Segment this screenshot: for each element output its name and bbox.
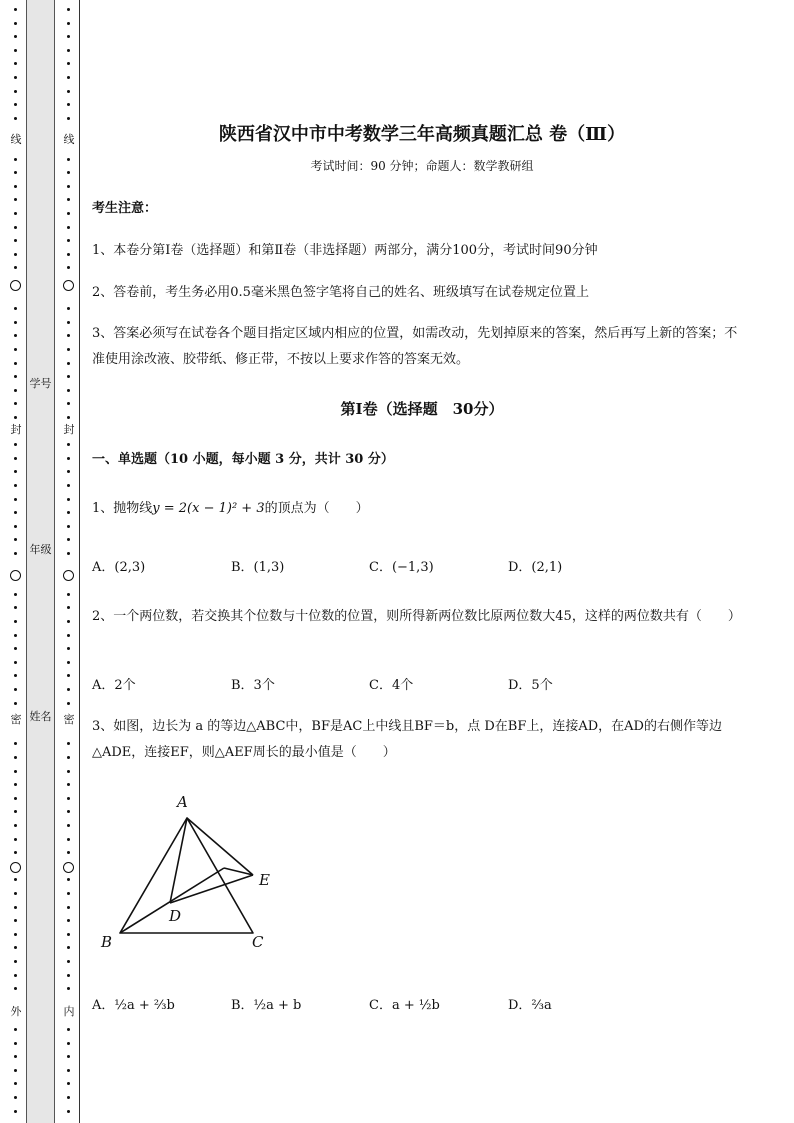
dot	[67, 266, 70, 269]
dot	[67, 797, 70, 800]
dot	[14, 321, 17, 324]
dot	[14, 620, 17, 623]
circle-mark	[10, 280, 21, 291]
dot	[67, 402, 70, 405]
dot	[14, 702, 17, 705]
notice-item: 1、本卷分第Ⅰ卷（选择题）和第Ⅱ卷（非选择题）两部分，满分100分，考试时间90分钟	[92, 243, 598, 258]
dot	[14, 634, 17, 637]
dot	[67, 606, 70, 609]
circle-mark	[63, 862, 74, 873]
dot	[14, 1110, 17, 1113]
q3-option-b[interactable]: B．½a + b	[231, 998, 302, 1013]
q2-option-c[interactable]: C．4个	[369, 678, 414, 693]
dot	[14, 90, 17, 93]
dot	[14, 756, 17, 759]
dot	[67, 1055, 70, 1058]
dot	[67, 158, 70, 161]
outer-mark: 封	[8, 424, 24, 436]
section-title: 第Ⅰ卷（选择题 30分）	[340, 400, 504, 418]
dot	[14, 8, 17, 11]
dot	[14, 797, 17, 800]
dot	[14, 810, 17, 813]
dot	[67, 742, 70, 745]
dot	[67, 674, 70, 677]
dot	[14, 22, 17, 25]
inner-mark: 封	[61, 424, 77, 436]
dot	[67, 919, 70, 922]
dot	[14, 933, 17, 936]
dot	[14, 226, 17, 229]
dot	[67, 647, 70, 650]
dot	[67, 960, 70, 963]
dot	[67, 810, 70, 813]
outer-mark: 密	[8, 714, 24, 726]
dot	[67, 661, 70, 664]
dot	[67, 22, 70, 25]
binding-strip	[26, 0, 55, 1123]
dot	[14, 674, 17, 677]
dot	[14, 49, 17, 52]
dot	[67, 878, 70, 881]
dot	[67, 226, 70, 229]
dot	[14, 484, 17, 487]
dot	[67, 946, 70, 949]
dot	[14, 552, 17, 555]
inner-dotted-line	[61, 0, 77, 1123]
dot	[14, 770, 17, 773]
dot	[14, 416, 17, 419]
dot	[67, 783, 70, 786]
dot	[14, 362, 17, 365]
question-1-prefix: 1、抛物线	[92, 501, 153, 516]
dot	[67, 35, 70, 38]
dot	[14, 1069, 17, 1072]
dot	[67, 171, 70, 174]
dot	[67, 416, 70, 419]
dot	[67, 1110, 70, 1113]
dot	[14, 470, 17, 473]
dot	[14, 742, 17, 745]
dot	[14, 239, 17, 242]
dot	[14, 960, 17, 963]
circle-mark	[63, 280, 74, 291]
dot	[67, 851, 70, 854]
dot	[67, 552, 70, 555]
dot	[14, 389, 17, 392]
outer-dotted-line	[8, 0, 24, 1123]
dot	[67, 634, 70, 637]
question-1-stem	[92, 496, 744, 522]
dot	[67, 484, 70, 487]
q3-option-c[interactable]: C．a + ½b	[369, 998, 440, 1013]
dot	[14, 1082, 17, 1085]
dot	[14, 606, 17, 609]
inner-mark: 内	[61, 1006, 77, 1018]
circle-mark	[63, 570, 74, 581]
q1-option-d[interactable]: D．(2,1)	[508, 560, 563, 575]
dot	[14, 253, 17, 256]
dot	[67, 1096, 70, 1099]
dot	[14, 443, 17, 446]
dot	[67, 498, 70, 501]
dot	[14, 266, 17, 269]
notice-item: 3、答案必须写在试卷各个题目指定区域内相应的位置，如需改动，先划掉原来的答案，然后再写上新的答案；不准使用涂改液、胶带纸、修正带，不按以上要求作答的答案无效。	[92, 326, 738, 367]
dot	[14, 783, 17, 786]
dot	[67, 362, 70, 365]
margin-rule	[79, 0, 80, 1123]
part-heading: 一、单选题（10 小题，每小题 3 分，共计 30 分）	[92, 452, 394, 467]
dot	[67, 1069, 70, 1072]
dot	[14, 538, 17, 541]
dot	[67, 239, 70, 242]
dot	[14, 1028, 17, 1031]
dot	[14, 688, 17, 691]
dot	[67, 321, 70, 324]
dot	[14, 661, 17, 664]
dot	[67, 620, 70, 623]
dot	[14, 647, 17, 650]
dot	[67, 892, 70, 895]
dot	[14, 974, 17, 977]
dot	[67, 49, 70, 52]
q1-option-b[interactable]: B．(1,3)	[231, 560, 285, 575]
q2-option-d[interactable]: D．5个	[508, 678, 553, 693]
name-label: 姓名	[29, 710, 52, 723]
dot	[67, 688, 70, 691]
notice-heading: 考生注意：	[92, 201, 158, 216]
dot	[14, 62, 17, 65]
q2-option-b[interactable]: B．3个	[231, 678, 275, 693]
label-c: C	[252, 933, 264, 951]
label-e: E	[259, 871, 270, 889]
dot	[67, 307, 70, 310]
dot	[67, 770, 70, 773]
dot	[14, 878, 17, 881]
q3-option-d[interactable]: D．⅔a	[508, 998, 552, 1013]
dot	[67, 443, 70, 446]
dot	[14, 158, 17, 161]
question-2-stem: 2、一个两位数，若交换其个位数与十位数的位置，则所得新两位数比原两位数大45，这样的两位数共有（ ）	[92, 609, 741, 624]
dot	[14, 525, 17, 528]
label-d: D	[169, 907, 182, 925]
dot	[67, 838, 70, 841]
dot	[14, 824, 17, 827]
dot	[67, 593, 70, 596]
question-1-suffix: 的顶点为（ ）	[264, 501, 369, 516]
dot	[67, 538, 70, 541]
label-b: B	[101, 933, 113, 951]
dot	[67, 511, 70, 514]
dot	[14, 334, 17, 337]
dot	[14, 1096, 17, 1099]
question-3-stem: 3、如图，边长为 a 的等边△ABC中，BF是AC上中线且BF＝b，点 D在BF上，连接AD，在AD的右侧作等边△ADE，连接EF，则△AEF周长的最小值是（ ）	[92, 719, 722, 760]
dot	[67, 212, 70, 215]
dot	[67, 1082, 70, 1085]
q1-option-a[interactable]: A．(2,3)	[92, 560, 146, 575]
dot	[14, 171, 17, 174]
dot	[14, 117, 17, 120]
triangle-figure	[92, 785, 292, 955]
dot	[14, 198, 17, 201]
dot	[67, 933, 70, 936]
page-title: 陕西省汉中市中考数学三年高频真题汇总 卷（Ⅲ）	[218, 124, 626, 145]
dot	[14, 987, 17, 990]
dot	[14, 185, 17, 188]
dot	[67, 8, 70, 11]
q2-option-a[interactable]: A．2个	[92, 678, 136, 693]
dot	[67, 62, 70, 65]
student-id-label: 学号	[29, 377, 52, 390]
dot	[67, 185, 70, 188]
q1-option-c[interactable]: C．(−1,3)	[369, 560, 434, 575]
dot	[14, 457, 17, 460]
dot	[67, 702, 70, 705]
notice-item: 2、答卷前，考生务必用0.5毫米黑色签字笔将自己的姓名、班级填写在试卷规定位置上	[92, 285, 589, 300]
dot	[14, 1055, 17, 1058]
dot	[14, 919, 17, 922]
dot	[67, 470, 70, 473]
dot	[67, 457, 70, 460]
dot	[14, 946, 17, 949]
inner-mark: 密	[61, 714, 77, 726]
dot	[67, 198, 70, 201]
dot	[67, 824, 70, 827]
label-a: A	[177, 793, 188, 811]
dot	[14, 348, 17, 351]
dot	[14, 103, 17, 106]
grade-label: 年级	[29, 543, 52, 556]
dot	[14, 35, 17, 38]
dot	[67, 987, 70, 990]
dot	[14, 838, 17, 841]
dot	[14, 375, 17, 378]
question-1-formula: y = 2(x − 1)² + 3	[152, 501, 265, 516]
dot	[67, 756, 70, 759]
dot	[67, 389, 70, 392]
dot	[67, 117, 70, 120]
dot	[14, 212, 17, 215]
dot	[14, 402, 17, 405]
dot	[67, 906, 70, 909]
dot	[67, 974, 70, 977]
dot	[14, 593, 17, 596]
circle-mark	[10, 862, 21, 873]
dot	[67, 525, 70, 528]
circle-mark	[10, 570, 21, 581]
dot	[14, 1042, 17, 1045]
dot	[14, 76, 17, 79]
q3-option-a[interactable]: A．½a + ⅔b	[92, 998, 175, 1013]
dot	[67, 90, 70, 93]
outer-mark: 线	[8, 134, 24, 146]
dot	[67, 348, 70, 351]
inner-mark: 线	[61, 134, 77, 146]
dot	[67, 375, 70, 378]
dot	[14, 307, 17, 310]
dot	[67, 76, 70, 79]
dot	[67, 1028, 70, 1031]
dot	[14, 511, 17, 514]
dot	[67, 334, 70, 337]
dot	[14, 892, 17, 895]
dot	[67, 1042, 70, 1045]
dot	[67, 253, 70, 256]
dot	[14, 851, 17, 854]
dot	[67, 103, 70, 106]
outer-mark: 外	[8, 1006, 24, 1018]
exam-info: 考试时间：90 分钟；命题人：数学教研组	[310, 159, 534, 173]
dot	[14, 498, 17, 501]
dot	[14, 906, 17, 909]
